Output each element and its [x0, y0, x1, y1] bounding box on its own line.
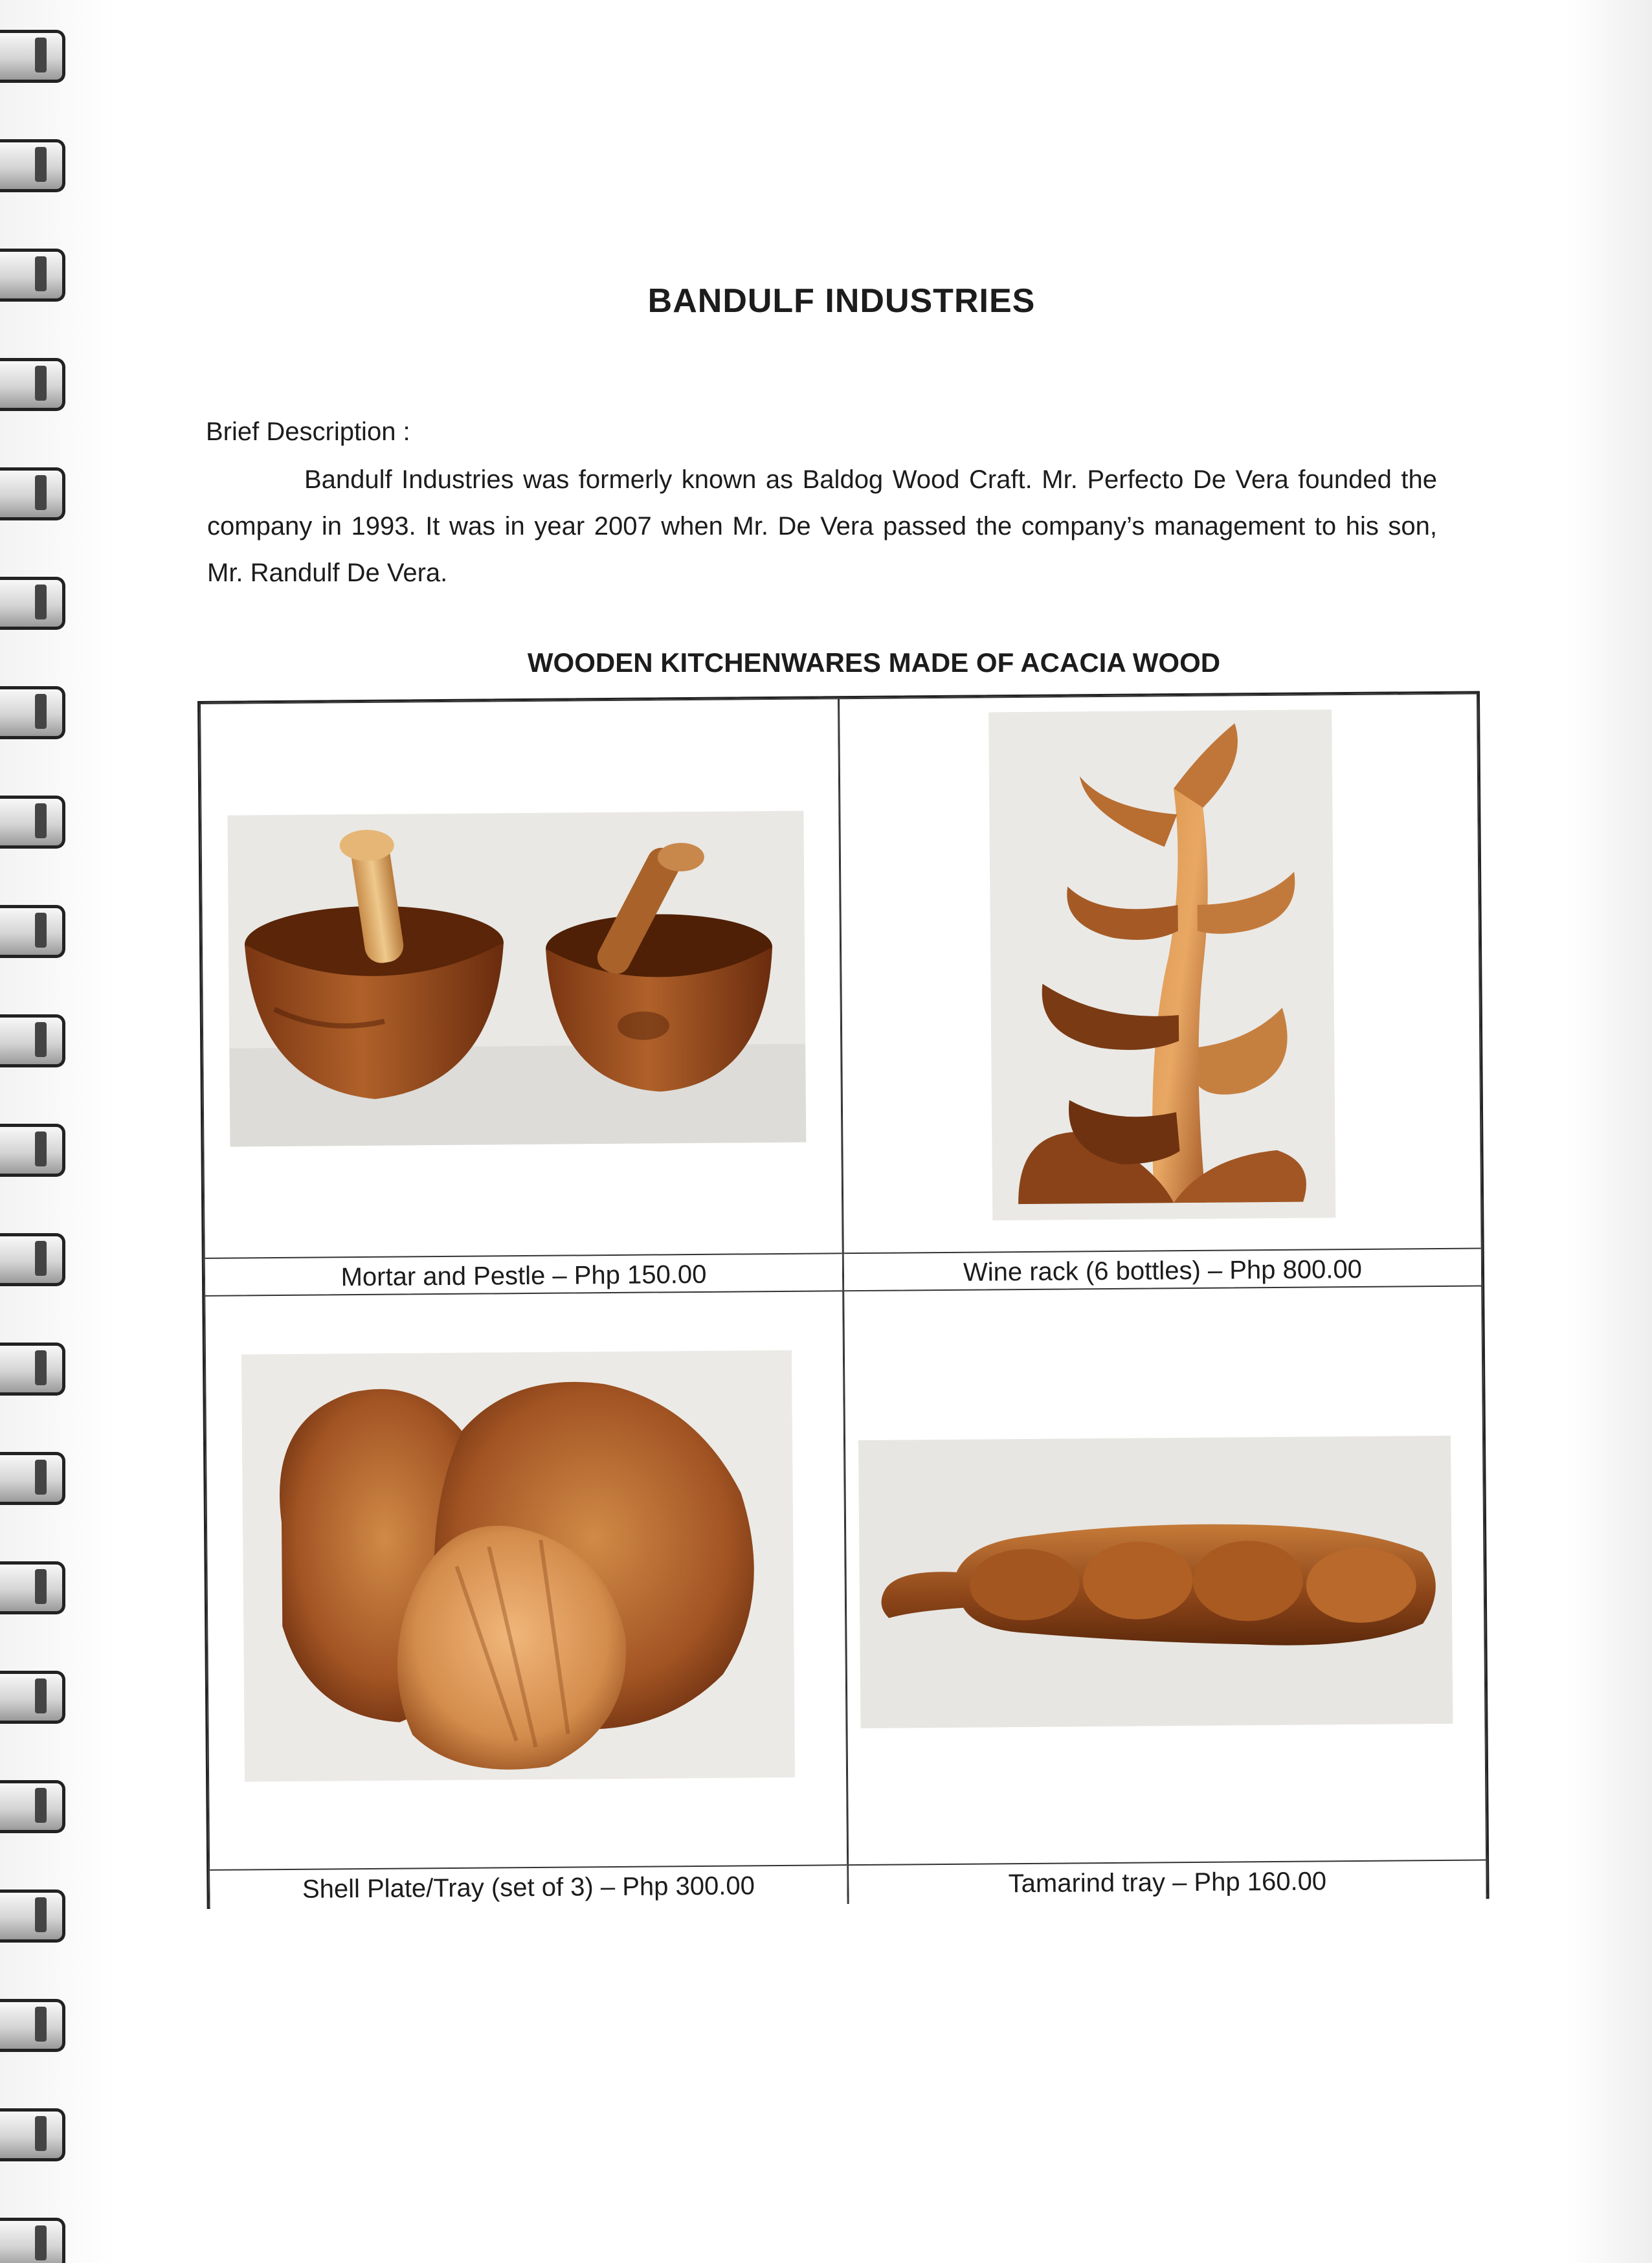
product-caption: Wine rack (6 bottles) – Php 800.00 [844, 1247, 1481, 1293]
product-cell-shell-plate [204, 1290, 848, 1907]
brief-description-label: Brief Description : [206, 418, 410, 446]
brief-description-text: Bandulf Industries was formerly known as Baldog Wood Craft. Mr. Perfecto De Vera founded the company in 1993. It was in year 2007 when Mr. De Vera passed the company’s management to his son, Mr. Randulf De Vera. [207, 465, 1437, 587]
binding-ring [0, 1776, 70, 1836]
binding-ring [0, 135, 70, 195]
binding-ring [0, 2104, 70, 2164]
wine-rack-photo [988, 709, 1335, 1220]
binding-ring [0, 463, 70, 523]
binding-ring [0, 901, 70, 961]
product-caption: Tamarind tray – Php 160.00 [849, 1859, 1486, 1904]
binding-ring [0, 1120, 70, 1179]
binding-ring [0, 245, 70, 304]
binding-ring [0, 1229, 70, 1289]
product-caption: Mortar and Pestle – Php 150.00 [205, 1253, 842, 1298]
binding-ring [0, 1667, 70, 1726]
binding-ring [0, 792, 70, 851]
product-cell-wine-rack [838, 693, 1482, 1290]
product-table [197, 691, 1490, 1909]
spiral-binding [0, 0, 110, 2263]
binding-ring [0, 26, 70, 85]
binding-ring [0, 2214, 70, 2263]
section-title: WOODEN KITCHENWARES MADE OF ACACIA WOOD [527, 647, 1221, 678]
binding-ring [0, 1995, 70, 2055]
binding-ring [0, 354, 70, 414]
page-title: BANDULF INDUSTRIES [647, 282, 1036, 320]
binding-ring [0, 1339, 70, 1398]
product-cell-tamarind-tray [843, 1285, 1487, 1902]
binding-ring [0, 1010, 70, 1070]
binding-ring [0, 573, 70, 632]
binding-ring [0, 1557, 70, 1617]
mortar-and-pestle-photo [227, 811, 806, 1147]
binding-ring [0, 1886, 70, 1945]
shell-plate-tray-photo [241, 1350, 795, 1782]
binding-ring [0, 682, 70, 742]
binding-ring [0, 1448, 70, 1508]
tamarind-tray-photo [858, 1436, 1453, 1728]
product-cell-mortar-pestle [199, 698, 843, 1295]
product-caption: Shell Plate/Tray (set of 3) – Php 300.00 [210, 1864, 847, 1910]
